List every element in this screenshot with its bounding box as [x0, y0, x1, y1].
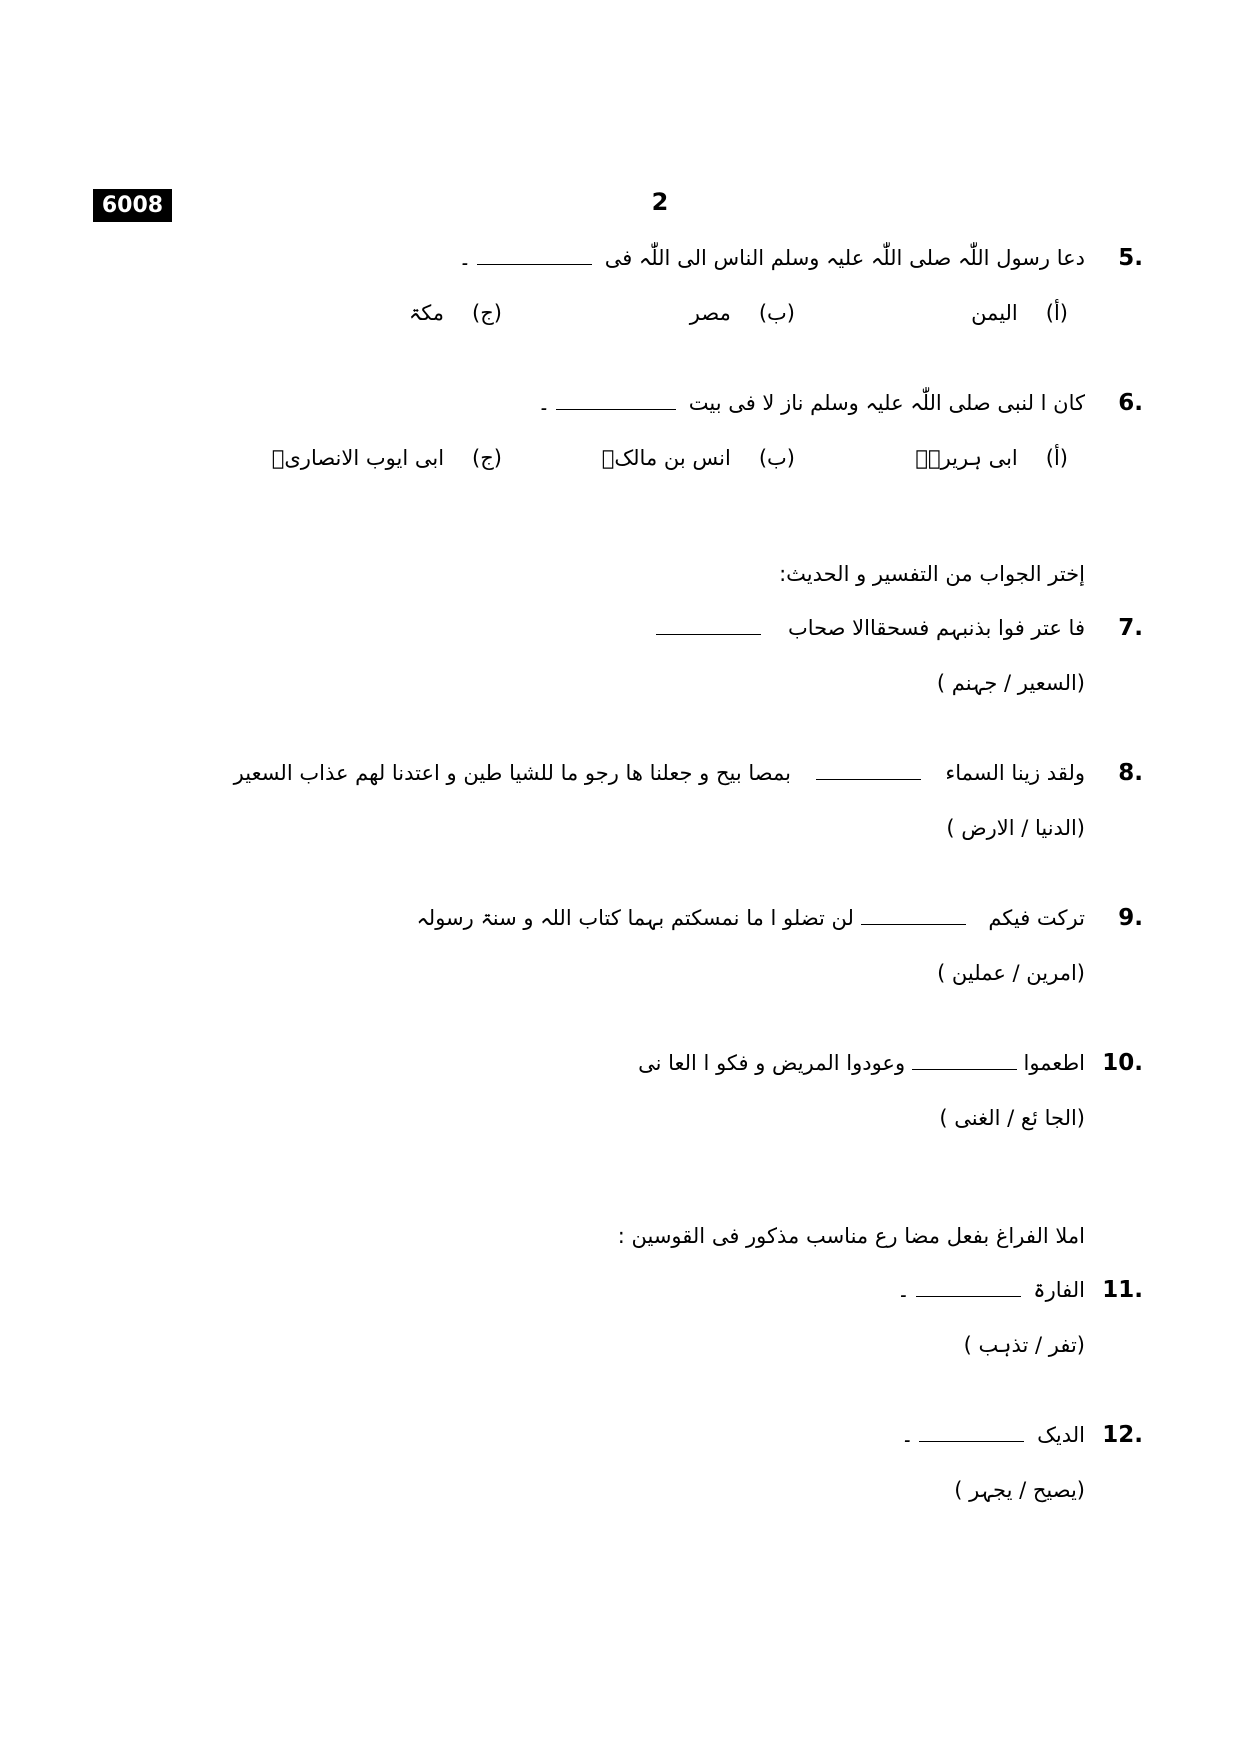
- answer-blank: [556, 391, 676, 410]
- question-number-5: 5.: [1118, 245, 1143, 271]
- answer-blank: [861, 906, 966, 925]
- question-5-text-a: دعا رسول اللّٰہ صلی اللّٰہ علیہ وسلم الناس الی اللّٰہ فی: [604, 246, 1085, 270]
- paper-code-badge: 6008: [93, 189, 172, 222]
- question-number-6: 6.: [1118, 390, 1143, 416]
- answer-blank: [912, 1051, 1017, 1070]
- question-9-text-b: لن تضلو ا ما نمسکتم بہما کتاب اللہ و سنۃ رسولہ: [416, 906, 854, 930]
- question-9-text-a: ترکت فیکم: [988, 906, 1085, 930]
- question-number-8: 8.: [1118, 760, 1143, 786]
- question-11-text-a: الفارۃ: [1033, 1278, 1085, 1302]
- question-9-choices: (امرین / عملین ): [937, 961, 1085, 985]
- question-6-option-c: (ج)ابی ایوب الانصاریؓ: [271, 446, 502, 470]
- question-8-choices: (الدنیا / الارض ): [946, 816, 1085, 840]
- question-6-option-b: (ب)انس بن مالکؓ: [601, 446, 795, 470]
- question-number-9: 9.: [1118, 905, 1143, 931]
- question-7-choices: (السعیر / جہنم ): [936, 671, 1085, 695]
- question-8-text: [234, 757, 1085, 789]
- question-7-text: [656, 612, 1085, 644]
- question-6-text-b: ۔: [537, 391, 551, 415]
- question-10-text-b: وعودوا المریض و فکو ا العا نی: [638, 1051, 906, 1075]
- answer-blank: [477, 246, 592, 265]
- question-11-text: [897, 1274, 1085, 1306]
- answer-blank: [916, 1278, 1021, 1297]
- question-5-text-b: ۔: [458, 246, 471, 270]
- question-number-10: 10.: [1102, 1050, 1143, 1076]
- question-11-text-b: ۔: [897, 1278, 910, 1302]
- question-6-text-a: کان ا لنبی صلی اللّٰہ علیہ وسلم ناز لا فی بیت: [688, 391, 1085, 415]
- question-5-option-b: (ب)مصر: [689, 301, 795, 325]
- question-6-option-a: (أ)ابی ہریرۃؓ: [915, 446, 1068, 470]
- question-5-option-a: (أ)الیمن: [971, 301, 1068, 325]
- question-number-12: 12.: [1102, 1422, 1143, 1448]
- question-number-11: 11.: [1102, 1277, 1143, 1303]
- question-5-option-c: (ج)مکۃ: [408, 301, 502, 325]
- page-number: 2: [651, 188, 669, 216]
- question-10-text: [638, 1047, 1085, 1079]
- question-6-text: [538, 387, 1085, 419]
- question-8-text-a: ولقد زینا السماء: [945, 761, 1085, 785]
- question-8-text-b: بمصا بیح و جعلنا ھا رجو ما للشیا طین و اعتدنا لھم عذاب السعیر: [233, 761, 791, 785]
- question-11-choices: (تفر / تذہب ): [963, 1333, 1085, 1357]
- question-7-text-a: فا عتر فوا بذنبہم فسحقاالا صحاب: [787, 616, 1085, 640]
- question-12-choices: (یصیح / یجہر ): [954, 1478, 1085, 1502]
- question-12-text-b: ۔: [901, 1423, 914, 1447]
- question-12-text-a: الدیک: [1037, 1423, 1085, 1447]
- question-9-text: [416, 902, 1085, 934]
- section-heading-tafsir-hadith: إختر الجواب من التفسیر و الحدیث:: [779, 562, 1085, 586]
- question-12-text: [901, 1419, 1085, 1451]
- question-number-7: 7.: [1118, 615, 1143, 641]
- question-5-text: [459, 242, 1085, 274]
- question-10-text-a: اطعموا: [1023, 1051, 1085, 1075]
- answer-blank: [919, 1423, 1024, 1442]
- answer-blank: [656, 616, 761, 635]
- question-10-choices: (الجا ئع / الغنی ): [939, 1106, 1085, 1130]
- section-heading-fill-blank: املا الفراغ بفعل مضا رع مناسب مذکور فی القوسین :: [617, 1224, 1085, 1248]
- answer-blank: [816, 761, 921, 780]
